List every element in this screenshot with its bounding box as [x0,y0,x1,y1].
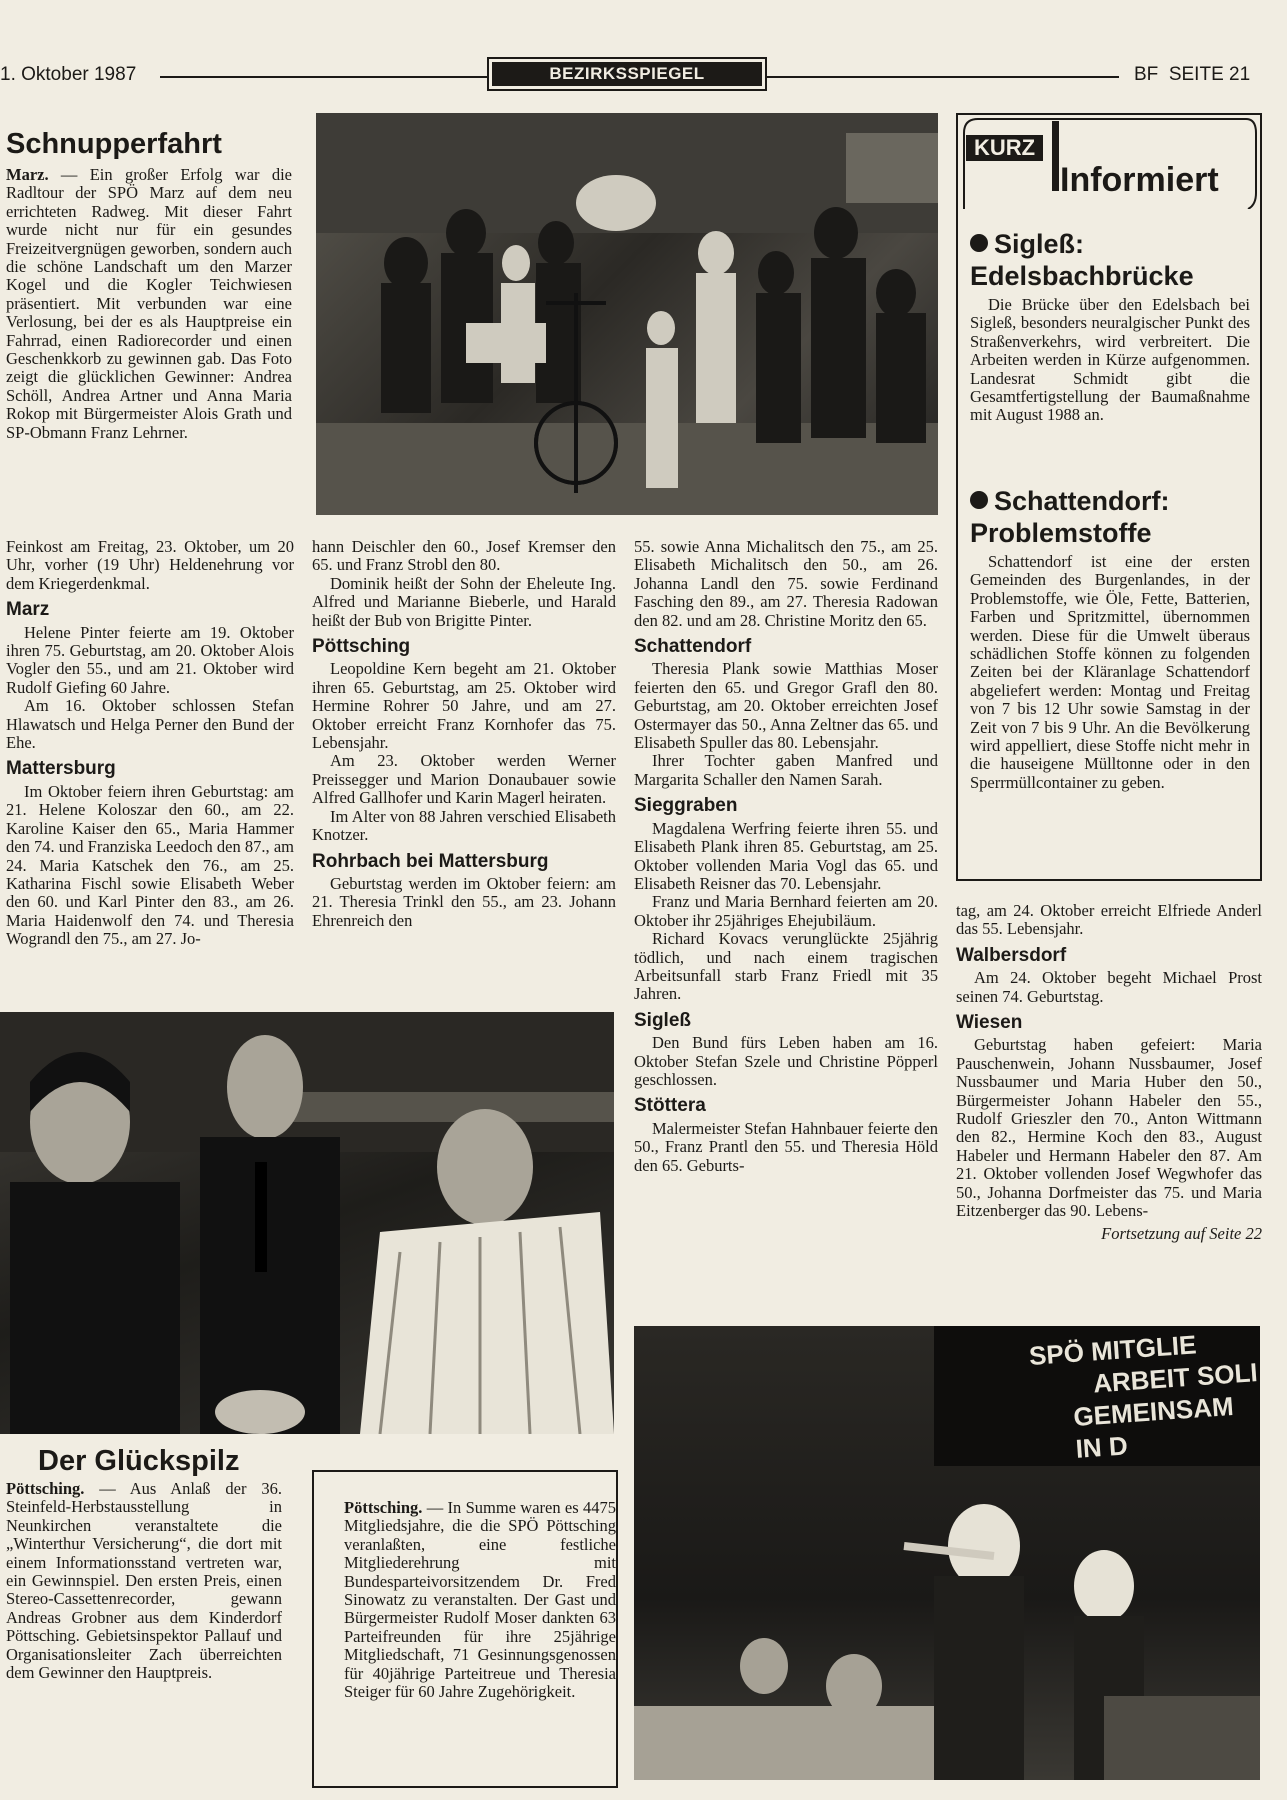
photo-handshake [0,1012,614,1434]
place-heading: Pöttsching [312,636,411,658]
column-1 [6,538,294,949]
place-heading: Walbersdorf [956,944,1067,966]
banner-text [1028,1326,1260,1468]
schnupperfahrt-text: — Ein großer Erfolg war die Radltour der SPÖ Marz auf dem neu errichteten Radweg. Mit dieser Fahrt wurde nicht nur für ein gesundes Freizeitvergnügen geworben, sondern auch die schöne Landschaft um den Marzer Kogel und die Kogler Teichwiesen präsentiert. Mit verbunden war eine Verlosung, bei der es als Hauptpreise ein Fahrrad, einen Radiorecorder und einen Geschenkkorb zu gewinnen gab. Das Foto zeigt die glücklichen Gewinner: Andrea Schöll, Andrea Artner und Anna Maria Rokop mit Bürgermeister Alois Grath und SP-Obmann Franz Lehrner. [6,165,292,442]
paragraph: Richard Kovacs verunglückte 25jährig tödlich, und nach einem tragischen Arbeitsunfall starb Franz Friedl mit 35 Jahren. [634,929,938,1004]
photo-cyclists-graphic [316,113,938,515]
glueckspilz-article [6,1480,282,1682]
kurz-item-sigless [970,228,1250,425]
paragraph: Am 16. Oktober schlossen Stefan Hlawatsch und Helga Perner den Bund der Ehe. [6,696,294,753]
place-heading: Marz [6,599,50,621]
paragraph: Malermeister Stefan Hahnbauer feierte den 50., Franz Prantl den 55. und Theresia Höld den 65. Geburts- [634,1118,938,1175]
mitglieder-article [344,1499,616,1701]
schnupperfahrt-lead: Marz. [6,165,49,184]
banner-line: GEMEINSAM IN D [1072,1390,1235,1464]
paragraph: Im Oktober feiern ihren Geburtstag: am 21. Helene Koloszar den 60., am 22. Karoline Kaiser den 65., Maria Hammer den 74. und Franziska Leedoch den 87., am 24. Maria Katschek den 76., am 25. Katharina Fischl sowie Elisabeth Weber den 60. und Karl Pinter den 83., am 26. Maria Haidenwolf den 74. und Theresia Wograndl den 75., am 27. Jo- [6,781,294,949]
kurz-item-schattendorf [970,485,1250,792]
paragraph: Im Alter von 88 Jahren verschied Elisabeth Knotzer. [312,806,616,845]
issue-date: 1. Oktober 1987 [0,64,142,86]
continuation-note: Fortsetzung auf Seite 22 [1101,1223,1262,1243]
place-heading: Schattendorf [634,636,752,658]
mitglieder-lead: Pöttsching. [344,1498,423,1517]
paragraph: Am 24. Oktober begeht Michael Prost seinen 74. Geburtstag. [956,968,1262,1006]
section-masthead [487,57,767,91]
kurz-title: Informiert [1060,161,1219,199]
glueckspilz-text: — Aus Anlaß der 36. Steinfeld-Herbstausstellung in Neunkirchen veranstaltete die „Winterthur Versicherung“, die dort mit einem Informationsstand vertreten war, ein Gewinnspiel. Den ersten Preis, einen Stereo-Cassettenrecorder, gewann Andreas Grobner aus dem Kinderdorf Pöttsching. Gebietsinspektor Pallauf und Organisationsleiter Zach überreichten dem Gewinner den Hauptpreis. [6,1479,282,1683]
kurz-item-text: Schattendorf ist eine der ersten Gemeinden des Burgenlandes, in der Problemstoffe, wie Öle, Fette, Batterien, Farben und Spritzmittel, übernommen werden. Diese für die Umwelt überaus schädlichen Stoffe können zu folgenden Zeiten bei der Kläranlage Schattendorf abgeliefert werden: Montag und Freitag von 7 bis 12 Uhr sowie Samstag in der Zeit von 7 bis 9 Uhr. An die Bevölkerung wird appelliert, diese Stoffe nicht mehr in die hauseigene Mülltonne oder in den Sperrmüllcontainer zu geben. [970,552,1250,792]
paragraph: hann Deischler den 60., Josef Kremser den 65. und Franz Strobl den 80. [312,537,616,575]
kurz-informiert-header [956,113,1262,209]
kurz-item-subheading: Edelsbachbrücke [970,261,1194,291]
bullet-icon [970,234,988,252]
paragraph: tag, am 24. Oktober erreicht Elfriede Anderl das 55. Lebensjahr. [956,901,1262,939]
place-heading: Sieggraben [634,795,738,817]
paragraph: Den Bund fürs Leben haben am 16. Oktober Stefan Szele und Christine Pöpperl geschlossen. [634,1033,938,1089]
bullet-icon [970,491,988,509]
place-heading: Mattersburg [6,758,116,780]
kurz-bar [1052,121,1059,191]
schnupperfahrt-article [6,166,292,442]
glueckspilz-lead: Pöttsching. [6,1479,85,1498]
photo-handshake-graphic [0,1012,614,1434]
paragraph: Theresia Plank sowie Matthias Moser feierten den 65. und Gregor Grafl den 80. Geburtstag, am 20. Oktober erreichten Josef Ostermayer das 50., Anna Zeltner das 65. und Elisabeth Spuller das 80. Lebensjahr. [634,659,938,753]
column-4 [956,902,1262,1243]
kurz-label: KURZ [966,135,1043,161]
mitglieder-text: — In Summe waren es 4475 Mitgliedsjahre, die die SPÖ Pöttsching veranlaßten, eine festliche Mitgliederehrung mit Bundesparteivorsitzendem Dr. Fred Sinowatz zu veranstalten. Der Gast und Bürgermeister Rudolf Moser dankten 63 Parteifreunden für ihre 25jährige Mitgliedschaft, 71 Gesinnungsgenossen für 40jährige Parteitreue und Theresia Steiger für 60 Jahre Zugehörigkeit. [344,1498,616,1702]
paragraph: Feinkost am Freitag, 23. Oktober, um 20 Uhr, vorher (19 Uhr) Heldenehrung vor dem Kriegerdenkmal. [6,537,294,593]
place-heading: Rohrbach bei Mattersburg [312,850,549,872]
paragraph: Dominik heißt der Sohn der Eheleute Ing. Alfred und Marianne Bieberle, und Harald heißt der Bub von Brigitte Pinter. [312,573,616,630]
paragraph: Leopoldine Kern begeht am 21. Oktober ihren 65. Geburtstag, am 25. Oktober wird Hermine Rohrer 50 Jahre, und am 27. Oktober erreicht Franz Kornhofer das 75. Lebensjahr. [312,659,616,753]
place-heading: Sigleß [634,1009,692,1031]
section-title: BEZIRKSSPIEGEL [492,62,762,86]
banner-line: ARBEIT SOLI [1092,1357,1259,1399]
place-heading: Wiesen [956,1012,1023,1034]
paragraph: Am 23. Oktober werden Werner Preissegger und Marion Donaubauer sowie Alfred Gallhofer und Karin Magerl heiraten. [312,751,616,808]
column-3 [634,538,938,1175]
page-number: BF SEITE 21 [1130,64,1250,86]
paragraph: Helene Pinter feierte am 19. Oktober ihren 75. Geburtstag, am 20. Oktober Alois Vogler den 55., und am 21. Oktober wird Rudolf Giefing 60 Jahre. [6,622,294,697]
kurz-item-heading: Schattendorf: [970,485,1250,517]
paragraph: Geburtstag haben gefeiert: Maria Pauschenwein, Johann Nussbaumer, Josef Nussbaumer und Maria Huber den 50., Bürgermeister Johann Habeler den 55., Rudolf Grieszler den 70., Anton Wittmann den 82., Hermine Koch den 83., August Habeler und Hermann Habeler den 87. Am 21. Oktober vollenden Josef Wegwhofer das 50., Johanna Dorfmeister das 75. und Maria Eitzenberger das 90. Lebens- [956,1035,1262,1221]
paragraph: Magdalena Werfring feierte ihren 55. und Elisabeth Plank ihren 85. Geburtstag, am 25. Oktober vollenden Maria Vogl das 65. und Elisabeth Reisner das 70. Lebensjahr. [634,818,938,893]
paragraph: Geburtstag werden im Oktober feiern: am 21. Theresia Trinkl den 55., am 23. Johann Ehrenreich den [312,873,616,930]
header-rule-right [767,76,1119,78]
place-heading: Stöttera [634,1095,706,1117]
schnupperfahrt-headline: Schnupperfahrt [6,128,222,160]
paragraph: Ihrer Tochter gaben Manfred und Margarita Schaller den Namen Sarah. [634,751,938,789]
photo-cyclists-group [316,113,938,515]
banner-line: SPÖ MITGLIE [1028,1329,1198,1371]
kurz-item-text: Die Brücke über den Edelsbach bei Sigleß, besonders neuralgischer Punkt des Straßenverkehrs, wird verbreitert. Die Arbeiten werden in Kürze aufgenommen. Landesrat Schmidt gibt die Gesamtfertigstellung der Baumaßnahme mit August 1988 an. [970,295,1250,425]
column-2 [312,538,616,930]
kurz-item-subheading: Problemstoffe [970,518,1152,548]
photo-speaker-podium [634,1326,1260,1780]
paragraph: 55. sowie Anna Michalitsch den 75., am 25. Elisabeth Michalitsch den 50., am 26. Johanna Landl den 75. sowie Ferdinand Fasching den 89., am 27. Theresia Radowan den 82. und am 28. Christine Moritz den 65. [634,537,938,630]
paragraph: Franz und Maria Bernhard feierten am 20. Oktober ihr 25jähriges Ehejubiläum. [634,892,938,930]
header-rule-left [160,76,487,78]
kurz-item-heading: Sigleß: [970,228,1250,260]
glueckspilz-headline: Der Glückspilz [38,1445,240,1477]
